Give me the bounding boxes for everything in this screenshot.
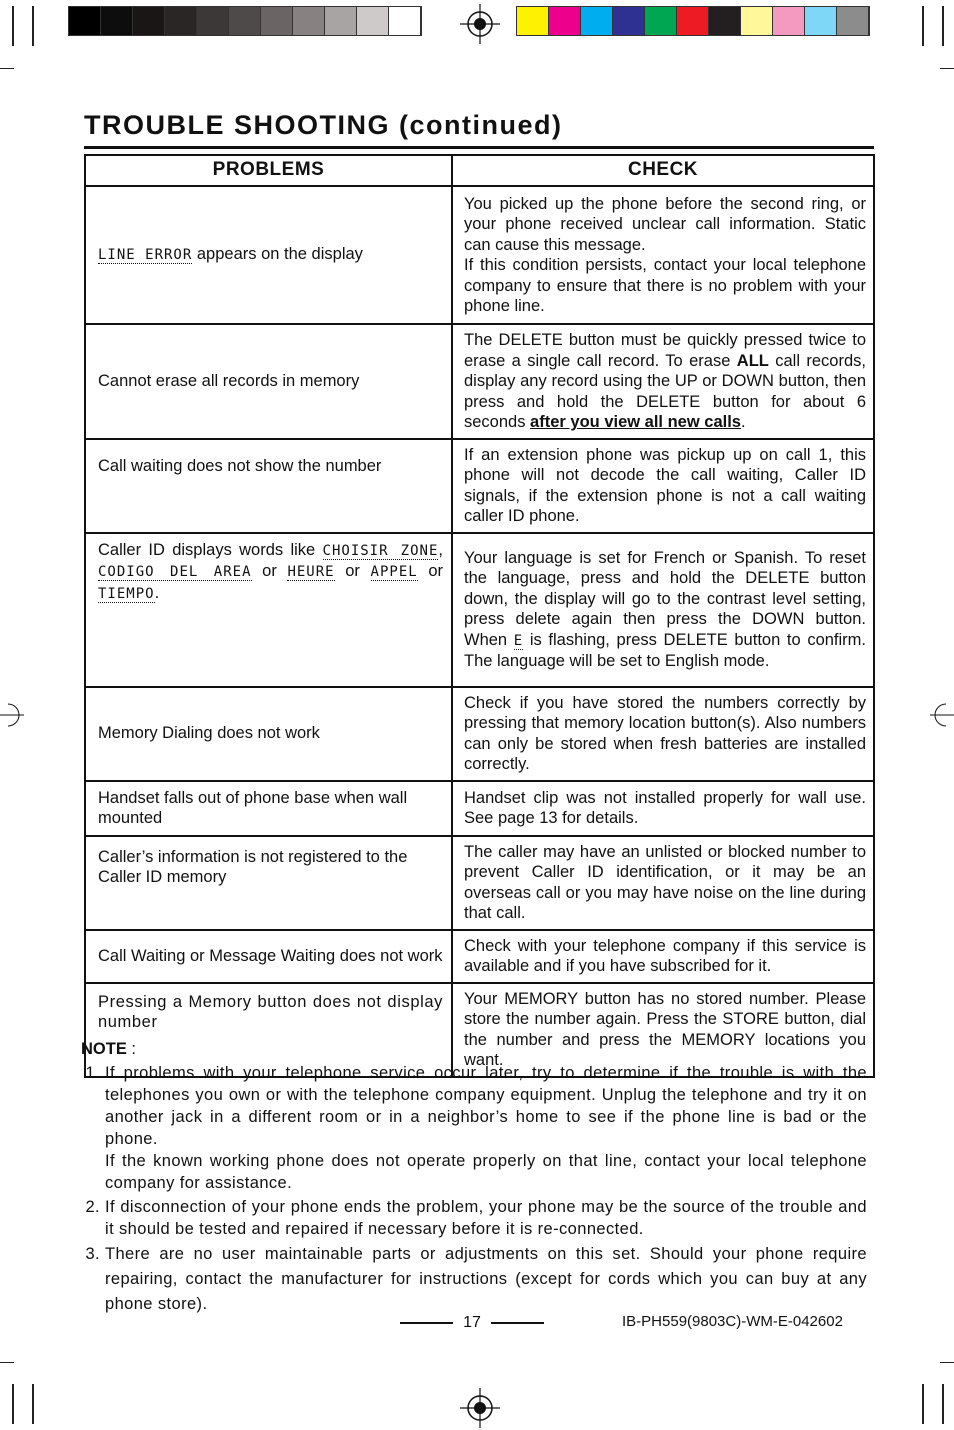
check-text: The DELETE button must be quickly pressed twice to erase a single call record. To erase <box>464 331 866 370</box>
lcd-text: HEURE <box>287 564 335 580</box>
crop-mark-tl-v2 <box>32 6 34 46</box>
problem-cell: Call Waiting or Message Waiting does not work <box>85 930 452 983</box>
table-row <box>85 324 874 439</box>
lcd-text: E <box>513 632 524 649</box>
crop-mark-tl-h <box>0 68 14 69</box>
side-registration-mark-icon <box>0 700 24 730</box>
crop-mark-bl-h <box>0 1362 14 1363</box>
registration-target-icon <box>460 1388 500 1428</box>
notes-heading-colon: : <box>126 1040 137 1058</box>
problem-cell: Call waiting does not show the number <box>85 439 452 533</box>
notes-section <box>81 1038 867 1319</box>
color-swatch <box>805 7 837 35</box>
crop-mark-br-v2 <box>942 1384 944 1424</box>
crop-mark-br-h <box>940 1362 954 1363</box>
problem-cell <box>85 186 452 324</box>
color-swatch <box>325 7 357 35</box>
troubleshooting-table <box>84 154 875 1078</box>
color-swatch <box>197 7 229 35</box>
crop-mark-tl-v <box>12 6 14 46</box>
check-cell <box>452 324 874 439</box>
grayscale-calibration-bar <box>68 6 422 36</box>
check-cell: Check with your telephone company if this service is available and if you have subscribed for it. <box>452 930 874 983</box>
color-swatch <box>357 7 389 35</box>
check-text: Your language is set for French or Spanish. To reset the language, press and hold the DELETE button down, the display will go to the contrast level setting, press delete again then press the DOWN button. When <box>464 548 866 649</box>
problem-text: , <box>438 540 443 559</box>
check-cell: If an extension phone was pickup up on call 1, this phone will not decode the call waiting, Caller ID signals, if the extension phone is not a call waiting caller ID phone. <box>452 439 874 533</box>
problem-text: or <box>417 562 444 580</box>
color-swatch <box>229 7 261 35</box>
notes-heading <box>81 1038 867 1060</box>
note-text: 2. If disconnection of your phone ends the problem, your phone may be the source of the trouble and it should be tested and repaired if necessary before it is re-connected. <box>105 1198 867 1238</box>
table-row <box>85 836 874 930</box>
column-header-problems: PROBLEMS <box>85 155 452 186</box>
lcd-text: LINE ERROR <box>98 247 193 264</box>
color-swatch <box>133 7 165 35</box>
color-swatch <box>389 7 421 35</box>
color-swatch <box>773 7 805 35</box>
problem-cell: Memory Dialing does not work <box>85 687 452 781</box>
color-swatch <box>517 7 549 35</box>
color-swatch <box>101 7 133 35</box>
check-emphasis: ALL <box>736 351 769 370</box>
table-row <box>85 930 874 983</box>
check-underlined: after you view all new calls <box>530 413 741 431</box>
color-swatch <box>741 7 773 35</box>
title-rule <box>84 146 874 149</box>
color-swatch <box>613 7 645 35</box>
document-id: IB-PH559(9803C)-WM-E-042602 <box>622 1313 843 1330</box>
table-row <box>85 687 874 781</box>
check-text: is flashing, press DELETE button to confirm. The language will be set to English mode. <box>464 630 867 670</box>
problem-cell <box>85 533 452 687</box>
color-swatch <box>261 7 293 35</box>
table-header-row <box>85 155 874 186</box>
color-swatch <box>837 7 869 35</box>
lcd-text: CHOISIR ZONE <box>322 542 439 559</box>
color-swatch <box>69 7 101 35</box>
table-row <box>85 533 874 687</box>
check-text: If this condition persists, contact your local telephone company to ensure that there is no problem with your phone line. <box>464 256 866 315</box>
crop-mark-tr-h <box>940 68 954 69</box>
problem-text: appears on the display <box>192 245 363 264</box>
check-cell <box>452 533 874 687</box>
list-item <box>105 1242 867 1317</box>
problem-cell: Caller’s information is not registered to the Caller ID memory <box>85 836 452 930</box>
check-text: You picked up the phone before the second ring, or your phone received unclear call information. Static can cause this message. <box>464 194 866 254</box>
table-row <box>85 781 874 836</box>
crop-mark-tr-v2 <box>942 6 944 46</box>
check-cell: Handset clip was not installed properly for wall use. See page 13 for details. <box>452 781 874 836</box>
color-calibration-bar <box>516 6 870 36</box>
problem-cell: Cannot erase all records in memory <box>85 324 452 439</box>
color-swatch <box>549 7 581 35</box>
lcd-text: APPEL <box>370 564 418 580</box>
problem-text: Caller ID displays words like <box>98 540 323 559</box>
problem-text: or <box>251 562 288 580</box>
color-swatch <box>709 7 741 35</box>
check-text: call records, display any record using the UP or DOWN button, then press and hold the DELETE button for about 6 seconds <box>464 351 866 431</box>
note-text: 3. There are no user maintainable parts or adjustments on this set. Should your phone require repairing, contact the manufacturer for instructions (except for cords which you can buy at any phone store). <box>105 1245 867 1313</box>
lcd-text: CODIGO DEL AREA <box>98 564 252 580</box>
notes-list <box>81 1062 867 1317</box>
page-number-rule <box>400 1322 453 1324</box>
table-row <box>85 439 874 533</box>
problem-cell: Pressing a Memory button does not display number <box>85 983 452 1077</box>
check-cell <box>452 186 874 324</box>
column-header-check: CHECK <box>452 155 874 186</box>
color-swatch <box>645 7 677 35</box>
lcd-text: TIEMPO <box>98 585 155 602</box>
check-cell: Your MEMORY button has no stored number. Please store the number again. Press the STORE button, dial the number and press the MEMORY locations you want. <box>452 983 874 1077</box>
problem-text: or <box>334 562 371 580</box>
list-item <box>105 1062 867 1194</box>
crop-mark-br-v <box>922 1384 924 1424</box>
page-number-value: 17 <box>463 1314 481 1331</box>
page-number-rule <box>491 1322 544 1324</box>
crop-mark-bl-v <box>12 1384 14 1424</box>
list-item <box>105 1196 867 1240</box>
note-text: 1. If problems with your telephone service occur later, try to determine if the trouble is with the telephones you own or with the telephone company equipment. Unplug the telephone and try it on another jack in a different room or in a neighbor’s home to see if the phone line is bad or the phone. <box>105 1064 867 1148</box>
problem-text: . <box>154 583 160 602</box>
page-title: TROUBLE SHOOTING (continued) <box>84 110 563 140</box>
table-row <box>85 186 874 324</box>
check-cell: The caller may have an unlisted or blocked number to prevent Caller ID identification, or it may be an overseas call or you may have noise on the line during that call. <box>452 836 874 930</box>
crop-mark-tr-v <box>922 6 924 46</box>
check-text: . <box>740 413 746 431</box>
notes-heading-label: NOTE <box>81 1040 127 1058</box>
color-swatch <box>677 7 709 35</box>
note-text: If the known working phone does not operate properly on that line, contact your local telephone company for assistance. <box>105 1152 867 1192</box>
registration-target-icon <box>460 4 500 44</box>
crop-mark-bl-v2 <box>32 1384 34 1424</box>
color-swatch <box>581 7 613 35</box>
color-swatch <box>293 7 325 35</box>
color-swatch <box>165 7 197 35</box>
page-number <box>400 1314 544 1332</box>
problem-cell: Handset falls out of phone base when wall mounted <box>85 781 452 836</box>
side-registration-mark-icon <box>930 700 954 730</box>
check-cell: Check if you have stored the numbers correctly by pressing that memory location button(s). Also numbers can only be stored when fresh batteries are installed correctly. <box>452 687 874 781</box>
